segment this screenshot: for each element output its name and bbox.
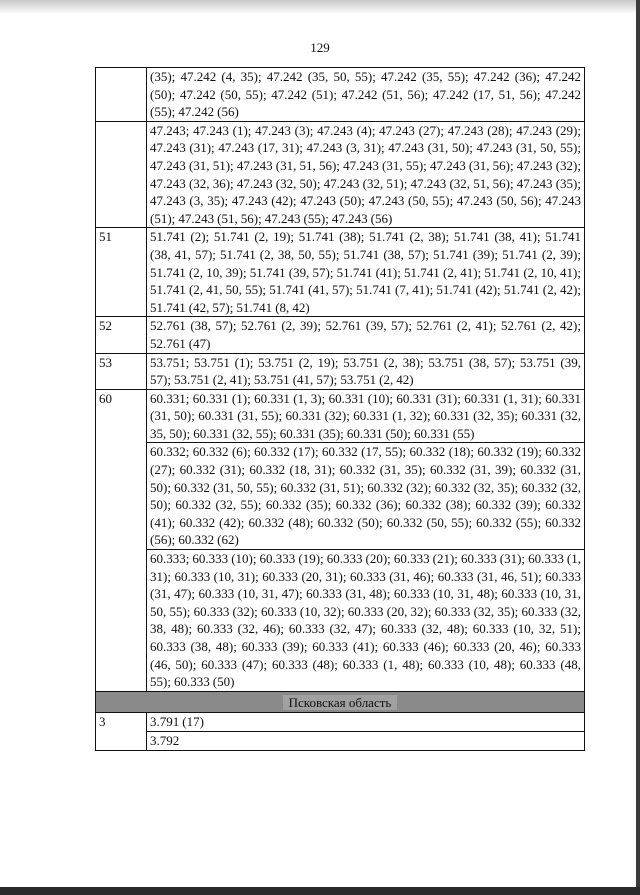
table-row bbox=[96, 68, 585, 122]
scan-top-edge bbox=[0, 0, 640, 14]
table-row bbox=[96, 731, 585, 750]
scan-bottom-edge bbox=[0, 887, 640, 895]
row-text: 60.333; 60.333 (10); 60.333 (19); 60.333 (20); 60.333 (21); 60.333 (31); 60.333 (1, 31); 60.333 (10, 31); 60.333 (20, 31); 60.333 (31, 46); 60.333 (31, 46, 51); 60.333 (31, 47); 60.333 (10, 31, 47); 60.333 (31, 48); 60.333 (10, 31, 48); 60.333 (10, 31, 50, 55); 60.333 (32); 60.333 (10, 32); 60.333 (20, 32); 60.333 (32, 35); 60.333 (32, 38, 48); 60.333 (32, 46); 60.333 (32, 47); 60.333 (32, 48); 60.333 (10, 32, 51); 60.333 (38, 48); 60.333 (39); 60.333 (41); 60.333 (46); 60.333 (20, 46); 60.333 (46, 50); 60.333 (47); 60.333 (48); 60.333 (1, 48); 60.333 (10, 48); 60.333 (48, 55); 60.333 (50) bbox=[147, 550, 585, 692]
table-row bbox=[96, 121, 585, 228]
table-row bbox=[96, 353, 585, 389]
row-code: 52 bbox=[96, 317, 147, 353]
row-text: 60.332; 60.332 (6); 60.332 (17); 60.332 (17, 55); 60.332 (18); 60.332 (19); 60.332 (27); 60.332 (31); 60.332 (18, 31); 60.332 (31, 35); 60.332 (31, 39); 60.332 (31, 50); 60.332 (31, 50, 55); 60.332 (31, 51); 60.332 (32); 60.332 (32, 35); 60.332 (32, 50); 60.332 (32, 55); 60.332 (35); 60.332 (36); 60.332 (38); 60.332 (39); 60.332 (41); 60.332 (42); 60.332 (48); 60.332 (50); 60.332 (50, 55); 60.332 (55); 60.332 (56); 60.332 (62) bbox=[147, 443, 585, 550]
row-text: 3.791 (17) bbox=[147, 713, 585, 732]
row-text: 52.761 (38, 57); 52.761 (2, 39); 52.761 (39, 57); 52.761 (2, 41); 52.761 (2, 42); 52.761 (47) bbox=[147, 317, 585, 353]
region-header-row bbox=[96, 691, 585, 713]
table-row bbox=[96, 389, 585, 443]
table-row bbox=[96, 713, 585, 732]
table-row bbox=[96, 443, 585, 550]
region-title: Псковская область bbox=[283, 695, 398, 710]
row-text: 53.751; 53.751 (1); 53.751 (2, 19); 53.751 (2, 38); 53.751 (38, 57); 53.751 (39, 57); 53.751 (2, 41); 53.751 (41, 57); 53.751 (2, 42) bbox=[147, 353, 585, 389]
table-row bbox=[96, 228, 585, 317]
row-code: 3 bbox=[96, 713, 147, 750]
row-code bbox=[96, 68, 147, 122]
row-text: 60.331; 60.331 (1); 60.331 (1, 3); 60.331 (10); 60.331 (31); 60.331 (1, 31); 60.331 (31, 50); 60.331 (31, 55); 60.331 (32); 60.331 (1, 32); 60.331 (32, 35); 60.331 (32, 35, 50); 60.331 (32, 55); 60.331 (35); 60.331 (50); 60.331 (55) bbox=[147, 389, 585, 443]
row-text: 3.792 bbox=[147, 731, 585, 750]
scan-right-edge bbox=[636, 0, 640, 895]
row-text: 47.243; 47.243 (1); 47.243 (3); 47.243 (4); 47.243 (27); 47.243 (28); 47.243 (29); 47.243 (31); 47.243 (17, 31); 47.243 (3, 31); 47.243 (31, 50); 47.243 (31, 50, 55); 47.243 (31, 51); 47.243 (31, 51, 56); 47.243 (31, 55); 47.243 (31, 56); 47.243 (32); 47.243 (32, 36); 47.243 (32, 50); 47.243 (32, 51); 47.243 (32, 51, 56); 47.243 (35); 47.243 (3, 35); 47.243 (42); 47.243 (50); 47.243 (50, 55); 47.243 (50, 56); 47.243 (51); 47.243 (51, 56); 47.243 (55); 47.243 (56) bbox=[147, 121, 585, 228]
row-code bbox=[96, 121, 147, 228]
page-number: 129 bbox=[310, 40, 330, 55]
row-code: 60 bbox=[96, 389, 147, 691]
region-title-cell bbox=[96, 691, 585, 713]
row-code: 51 bbox=[96, 228, 147, 317]
codes-table bbox=[95, 67, 585, 751]
row-code: 53 bbox=[96, 353, 147, 389]
table-row bbox=[96, 317, 585, 353]
row-text: 51.741 (2); 51.741 (2, 19); 51.741 (38); 51.741 (2, 38); 51.741 (38, 41); 51.741 (38, 41, 57); 51.741 (2, 38, 50, 55); 51.741 (38, 57); 51.741 (39); 51.741 (2, 39); 51.741 (2, 10, 39); 51.741 (39, 57); 51.741 (41); 51.741 (2, 41); 51.741 (2, 10, 41); 51.741 (2, 41, 50, 55); 51.741 (41, 57); 51.741 (7, 41); 51.741 (42); 51.741 (2, 42); 51.741 (42, 57); 51.741 (8, 42) bbox=[147, 228, 585, 317]
table-row bbox=[96, 550, 585, 692]
row-text: (35); 47.242 (4, 35); 47.242 (35, 50, 55); 47.242 (35, 55); 47.242 (36); 47.242 (50); 47.242 (50, 55); 47.242 (51); 47.242 (51, 56); 47.242 (17, 51, 56); 47.242 (55); 47.242 (56) bbox=[147, 68, 585, 122]
